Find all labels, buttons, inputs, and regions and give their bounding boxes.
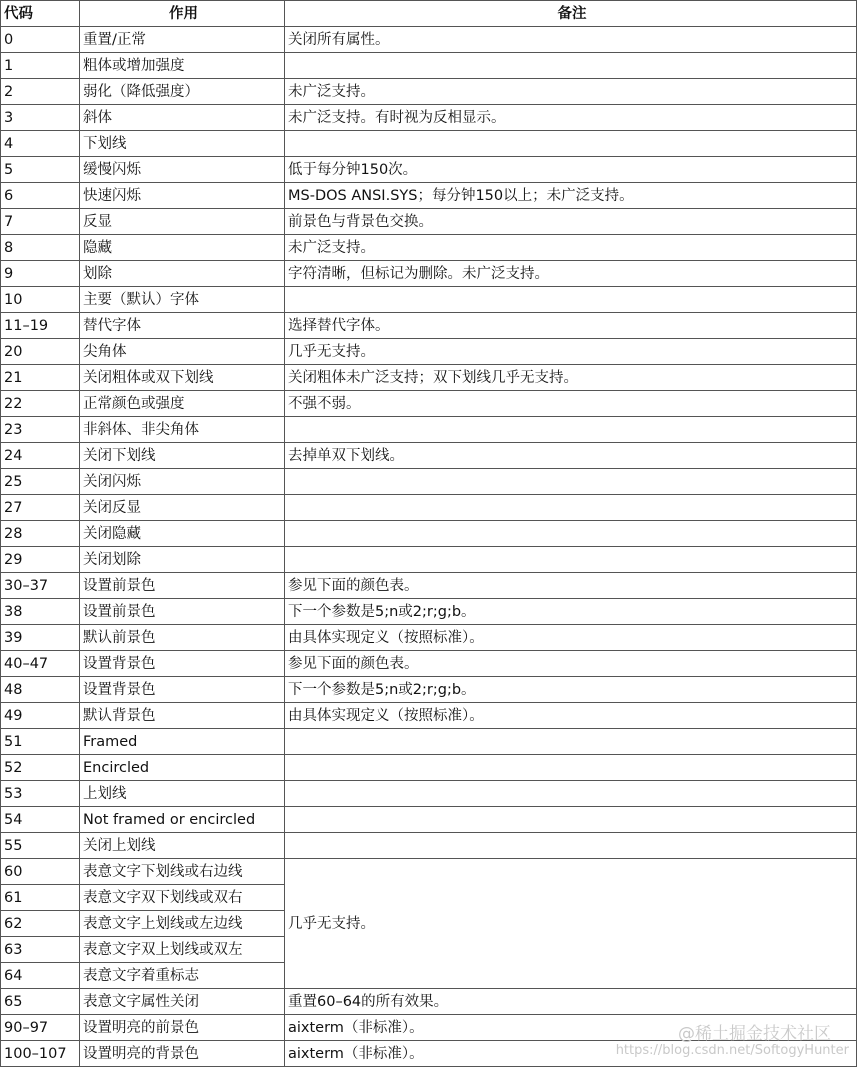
- cell-effect: 关闭划除: [80, 547, 285, 573]
- cell-effect: 关闭上划线: [80, 833, 285, 859]
- cell-note: aixterm（非标准）。: [285, 1041, 857, 1067]
- cell-code: 10: [1, 287, 80, 313]
- cell-note: [285, 729, 857, 755]
- cell-code: 8: [1, 235, 80, 261]
- cell-code: 30–37: [1, 573, 80, 599]
- cell-code: 60: [1, 859, 80, 885]
- header-row: [1, 1, 857, 27]
- cell-code: 24: [1, 443, 80, 469]
- cell-effect: 划除: [80, 261, 285, 287]
- cell-note: 关闭所有属性。: [285, 27, 857, 53]
- table-row: [1, 365, 857, 391]
- cell-effect: 重置/正常: [80, 27, 285, 53]
- table-row: [1, 547, 857, 573]
- cell-effect: 反显: [80, 209, 285, 235]
- header-effect: 作用: [80, 1, 285, 27]
- cell-effect: 斜体: [80, 105, 285, 131]
- cell-effect: 下划线: [80, 131, 285, 157]
- cell-code: 2: [1, 79, 80, 105]
- cell-effect: 非斜体、非尖角体: [80, 417, 285, 443]
- cell-note: [285, 833, 857, 859]
- cell-note: 由具体实现定义（按照标准）。: [285, 625, 857, 651]
- cell-note: 去掉单双下划线。: [285, 443, 857, 469]
- cell-code: 28: [1, 521, 80, 547]
- watermark-site: @稀土掘金技术社区: [678, 1024, 831, 1044]
- table-row: [1, 157, 857, 183]
- table-row: [1, 495, 857, 521]
- table-row: [1, 859, 857, 885]
- cell-note: [285, 469, 857, 495]
- cell-note: 下一个参数是5;n或2;r;g;b。: [285, 599, 857, 625]
- cell-code: 7: [1, 209, 80, 235]
- table-row: [1, 755, 857, 781]
- cell-note: 参见下面的颜色表。: [285, 573, 857, 599]
- cell-code: 20: [1, 339, 80, 365]
- cell-note: MS-DOS ANSI.SYS；每分钟150以上；未广泛支持。: [285, 183, 857, 209]
- cell-code: 29: [1, 547, 80, 573]
- cell-effect: 设置前景色: [80, 599, 285, 625]
- cell-code: 55: [1, 833, 80, 859]
- table-row: [1, 807, 857, 833]
- cell-effect: 关闭粗体或双下划线: [80, 365, 285, 391]
- table-row: [1, 989, 857, 1015]
- cell-note: 未广泛支持。: [285, 235, 857, 261]
- cell-effect: 关闭闪烁: [80, 469, 285, 495]
- table-row: [1, 339, 857, 365]
- table-row: [1, 521, 857, 547]
- cell-note: [285, 807, 857, 833]
- watermark-url: https://blog.csdn.net/SoftogyHunter: [615, 1043, 849, 1058]
- table-row: [1, 469, 857, 495]
- cell-code: 40–47: [1, 651, 80, 677]
- cell-effect: 主要（默认）字体: [80, 287, 285, 313]
- cell-code: 48: [1, 677, 80, 703]
- table-row: [1, 27, 857, 53]
- cell-effect: 设置明亮的前景色: [80, 1015, 285, 1041]
- table-row: [1, 209, 857, 235]
- table-row: [1, 443, 857, 469]
- cell-code: 4: [1, 131, 80, 157]
- cell-effect: 设置背景色: [80, 677, 285, 703]
- cell-effect: 表意文字着重标志: [80, 963, 285, 989]
- cell-code: 61: [1, 885, 80, 911]
- cell-effect: 表意文字双上划线或双左: [80, 937, 285, 963]
- table-row: [1, 235, 857, 261]
- cell-note: [285, 547, 857, 573]
- table-row: [1, 729, 857, 755]
- cell-note: 未广泛支持。有时视为反相显示。: [285, 105, 857, 131]
- cell-code: 27: [1, 495, 80, 521]
- cell-note: 参见下面的颜色表。: [285, 651, 857, 677]
- table-row: [1, 261, 857, 287]
- header-code: 代码: [1, 1, 80, 27]
- cell-code: 39: [1, 625, 80, 651]
- cell-effect: 默认前景色: [80, 625, 285, 651]
- cell-effect: 表意文字上划线或左边线: [80, 911, 285, 937]
- cell-note: [285, 131, 857, 157]
- cell-code: 21: [1, 365, 80, 391]
- table-row: [1, 833, 857, 859]
- cell-code: 6: [1, 183, 80, 209]
- cell-effect: 关闭反显: [80, 495, 285, 521]
- cell-effect: Encircled: [80, 755, 285, 781]
- cell-code: 63: [1, 937, 80, 963]
- table-body: [1, 27, 857, 1067]
- table-row: [1, 53, 857, 79]
- cell-code: 0: [1, 27, 80, 53]
- cell-note: [285, 495, 857, 521]
- cell-code: 11–19: [1, 313, 80, 339]
- cell-code: 53: [1, 781, 80, 807]
- cell-code: 22: [1, 391, 80, 417]
- cell-note: 几乎无支持。: [285, 859, 857, 989]
- cell-code: 25: [1, 469, 80, 495]
- table-row: [1, 781, 857, 807]
- table-row: [1, 703, 857, 729]
- cell-code: 1: [1, 53, 80, 79]
- cell-note: [285, 781, 857, 807]
- cell-note: 下一个参数是5;n或2;r;g;b。: [285, 677, 857, 703]
- cell-code: 64: [1, 963, 80, 989]
- cell-note: 低于每分钟150次。: [285, 157, 857, 183]
- cell-effect: 设置背景色: [80, 651, 285, 677]
- cell-effect: 缓慢闪烁: [80, 157, 285, 183]
- cell-note: 不强不弱。: [285, 391, 857, 417]
- cell-note: 几乎无支持。: [285, 339, 857, 365]
- table-row: [1, 105, 857, 131]
- cell-effect: 弱化（降低强度）: [80, 79, 285, 105]
- table-row: [1, 573, 857, 599]
- cell-effect: Not framed or encircled: [80, 807, 285, 833]
- table-row: [1, 183, 857, 209]
- table-row: [1, 677, 857, 703]
- cell-effect: 快速闪烁: [80, 183, 285, 209]
- cell-code: 90–97: [1, 1015, 80, 1041]
- table-row: [1, 417, 857, 443]
- cell-code: 65: [1, 989, 80, 1015]
- header-note: 备注: [285, 1, 857, 27]
- cell-note: 重置60–64的所有效果。: [285, 989, 857, 1015]
- cell-note: [285, 521, 857, 547]
- cell-effect: 关闭下划线: [80, 443, 285, 469]
- table-row: [1, 599, 857, 625]
- table-row: [1, 625, 857, 651]
- table-row: [1, 79, 857, 105]
- cell-effect: 粗体或增加强度: [80, 53, 285, 79]
- cell-note: [285, 287, 857, 313]
- table-row: [1, 651, 857, 677]
- cell-code: 3: [1, 105, 80, 131]
- table-row: [1, 287, 857, 313]
- cell-effect: 设置明亮的背景色: [80, 1041, 285, 1067]
- cell-code: 49: [1, 703, 80, 729]
- cell-code: 5: [1, 157, 80, 183]
- cell-code: 100–107: [1, 1041, 80, 1067]
- cell-code: 9: [1, 261, 80, 287]
- cell-note: [285, 417, 857, 443]
- cell-effect: 表意文字下划线或右边线: [80, 859, 285, 885]
- cell-effect: 上划线: [80, 781, 285, 807]
- cell-effect: 正常颜色或强度: [80, 391, 285, 417]
- cell-note: 前景色与背景色交换。: [285, 209, 857, 235]
- cell-effect: 尖角体: [80, 339, 285, 365]
- cell-code: 52: [1, 755, 80, 781]
- cell-note: 选择替代字体。: [285, 313, 857, 339]
- cell-note: 关闭粗体未广泛支持；双下划线几乎无支持。: [285, 365, 857, 391]
- cell-effect: 表意文字属性关闭: [80, 989, 285, 1015]
- cell-code: 23: [1, 417, 80, 443]
- table-row: [1, 391, 857, 417]
- cell-note: [285, 755, 857, 781]
- cell-note: 字符清晰，但标记为删除。未广泛支持。: [285, 261, 857, 287]
- cell-effect: 隐藏: [80, 235, 285, 261]
- cell-code: 51: [1, 729, 80, 755]
- cell-effect: 表意文字双下划线或双右: [80, 885, 285, 911]
- table-row: [1, 313, 857, 339]
- cell-code: 62: [1, 911, 80, 937]
- cell-effect: 设置前景色: [80, 573, 285, 599]
- cell-code: 38: [1, 599, 80, 625]
- cell-note: [285, 53, 857, 79]
- cell-effect: 替代字体: [80, 313, 285, 339]
- cell-effect: 默认背景色: [80, 703, 285, 729]
- table-row: [1, 131, 857, 157]
- cell-note: 由具体实现定义（按照标准）。: [285, 703, 857, 729]
- cell-effect: 关闭隐藏: [80, 521, 285, 547]
- cell-note: 未广泛支持。: [285, 79, 857, 105]
- cell-note: aixterm（非标准）。: [285, 1015, 857, 1041]
- cell-code: 54: [1, 807, 80, 833]
- cell-effect: Framed: [80, 729, 285, 755]
